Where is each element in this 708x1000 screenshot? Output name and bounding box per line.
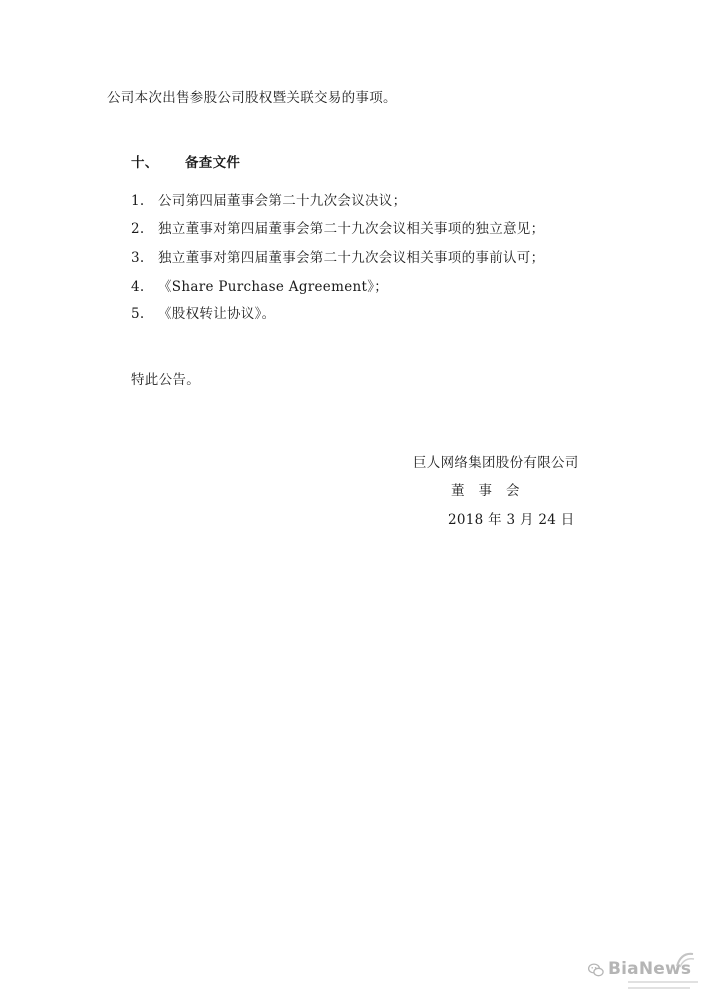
signature-board: 董事会 (451, 483, 534, 499)
section-number: 十、 (131, 155, 159, 171)
list-item-text: 独立董事对第四届董事会第二十九次会议相关事项的事前认可； (158, 250, 545, 266)
list-item (131, 249, 544, 267)
list-item-text: 公司第四届董事会第二十九次会议决议； (158, 193, 407, 209)
list-item-number: 2. (131, 221, 145, 237)
list-item-text: 《Share Purchase Agreement》； (158, 279, 389, 295)
section-title: 备查文件 (185, 155, 241, 171)
signature-company: 巨人网络集团股份有限公司 (413, 455, 579, 471)
signature-date: 2018 年 3 月 24 日 (448, 512, 575, 528)
list-item (131, 192, 406, 210)
list-item-number: 4. (131, 279, 145, 295)
list-item (131, 220, 544, 238)
list-item-text: 《股权转让协议》。 (158, 306, 276, 322)
list-item (131, 305, 275, 323)
swirl-icon (674, 950, 696, 970)
list-item-number: 3. (131, 250, 145, 266)
watermark (588, 950, 700, 994)
list-item-number: 5. (131, 306, 145, 322)
list-item-number: 1. (131, 193, 145, 209)
list-item (131, 278, 388, 296)
section-heading (131, 154, 240, 172)
wechat-icon (588, 962, 604, 978)
watermark-faint-line (628, 981, 698, 983)
intro-paragraph: 公司本次出售参股公司股权暨关联交易的事项。 (107, 90, 397, 106)
watermark-brand: BiaNews (608, 959, 692, 979)
watermark-faint-line (628, 987, 690, 989)
closing-text: 特此公告。 (131, 372, 200, 388)
list-item-text: 独立董事对第四届董事会第二十九次会议相关事项的独立意见； (158, 221, 545, 237)
